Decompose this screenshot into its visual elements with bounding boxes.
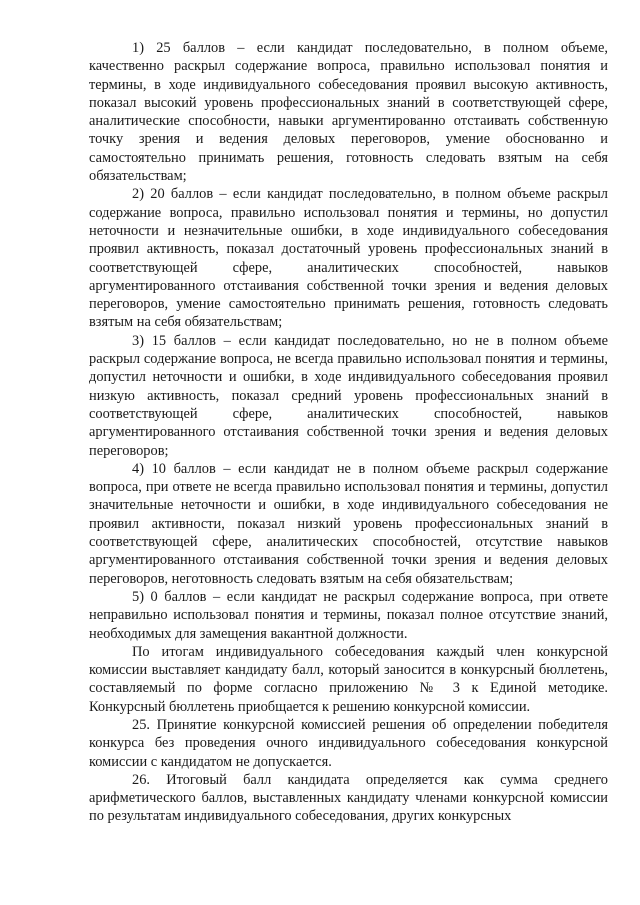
- paragraph-item-25: 25. Принятие конкурсной комиссией решения об определении победителя конкурса без проведения очного индивидуального собеседования конкурсной комиссии с кандидатом не допускается.: [89, 716, 608, 770]
- paragraph-score-10: 4) 10 баллов – если кандидат не в полном объеме раскрыл содержание вопроса, при ответе не всегда правильно использовал понятия и термины, допустил значительные неточности и ошибки, в ходе индивидуального собеседования не проявил активности, показал низкий уровень профессиональных знаний в соответствующей сфере, аналитических способностей, отсутствие навыков аргументированного отстаивания собственной точки зрения и ведения деловых переговоров, неготовность следовать взятым на себя обязательствам;: [89, 460, 608, 587]
- paragraph-interview-results: По итогам индивидуального собеседования каждый член конкурсной комиссии выставляет кандидату балл, который заносится в конкурсный бюллетень, составляемый по форме согласно приложению № 3 к Единой методике. Конкурсный бюллетень приобщается к решению конкурсной комиссии.: [89, 643, 608, 715]
- paragraph-score-25: 1) 25 баллов – если кандидат последовательно, в полном объеме, качественно раскрыл содержание вопроса, правильно использовал понятия и термины, в ходе индивидуального собеседования проявил высокую активность, показал высокий уровень профессиональных знаний в соответствующей сфере, аналитические способности, навыки аргументированно отстаивать собственную точку зрения и ведения деловых переговоров, умение обоснованно и самостоятельно принимать решения, готовность следовать взятым на себя обязательствам;: [89, 40, 608, 185]
- document-body: [89, 39, 608, 826]
- paragraph-item-26: 26. Итоговый балл кандидата определяется как сумма среднего арифметического баллов, выставленных кандидату членами конкурсной комиссии по результатам индивидуального собеседования, других конкурсных: [89, 771, 608, 825]
- paragraph-score-15: 3) 15 баллов – если кандидат последовательно, но не в полном объеме раскрыл содержание вопроса, не всегда правильно использовал понятия и термины, допустил неточности и ошибки, в ходе индивидуального собеседования проявил низкую активность, показал средний уровень профессиональных знаний в соответствующей сфере, аналитических способностей, навыков аргументированного отстаивания собственной точки зрения и ведения деловых переговоров;: [89, 332, 608, 459]
- paragraph-score-0: 5) 0 баллов – если кандидат не раскрыл содержание вопроса, при ответе неправильно использовал понятия и термины, показал полное отсутствие знаний, необходимых для замещения вакантной должности.: [89, 588, 608, 642]
- paragraph-score-20: 2) 20 баллов – если кандидат последовательно, в полном объеме раскрыл содержание вопроса, правильно использовал понятия и термины, но допустил неточности и незначительные ошибки, в ходе индивидуального собеседования проявил активность, показал достаточный уровень профессиональных знаний в соответствующей сфере, аналитических способностей, навыков аргументированного отстаивания собственной точки зрения и ведения деловых переговоров, умение самостоятельно принимать решения, готовность следовать взятым на себя обязательствам;: [89, 186, 608, 331]
